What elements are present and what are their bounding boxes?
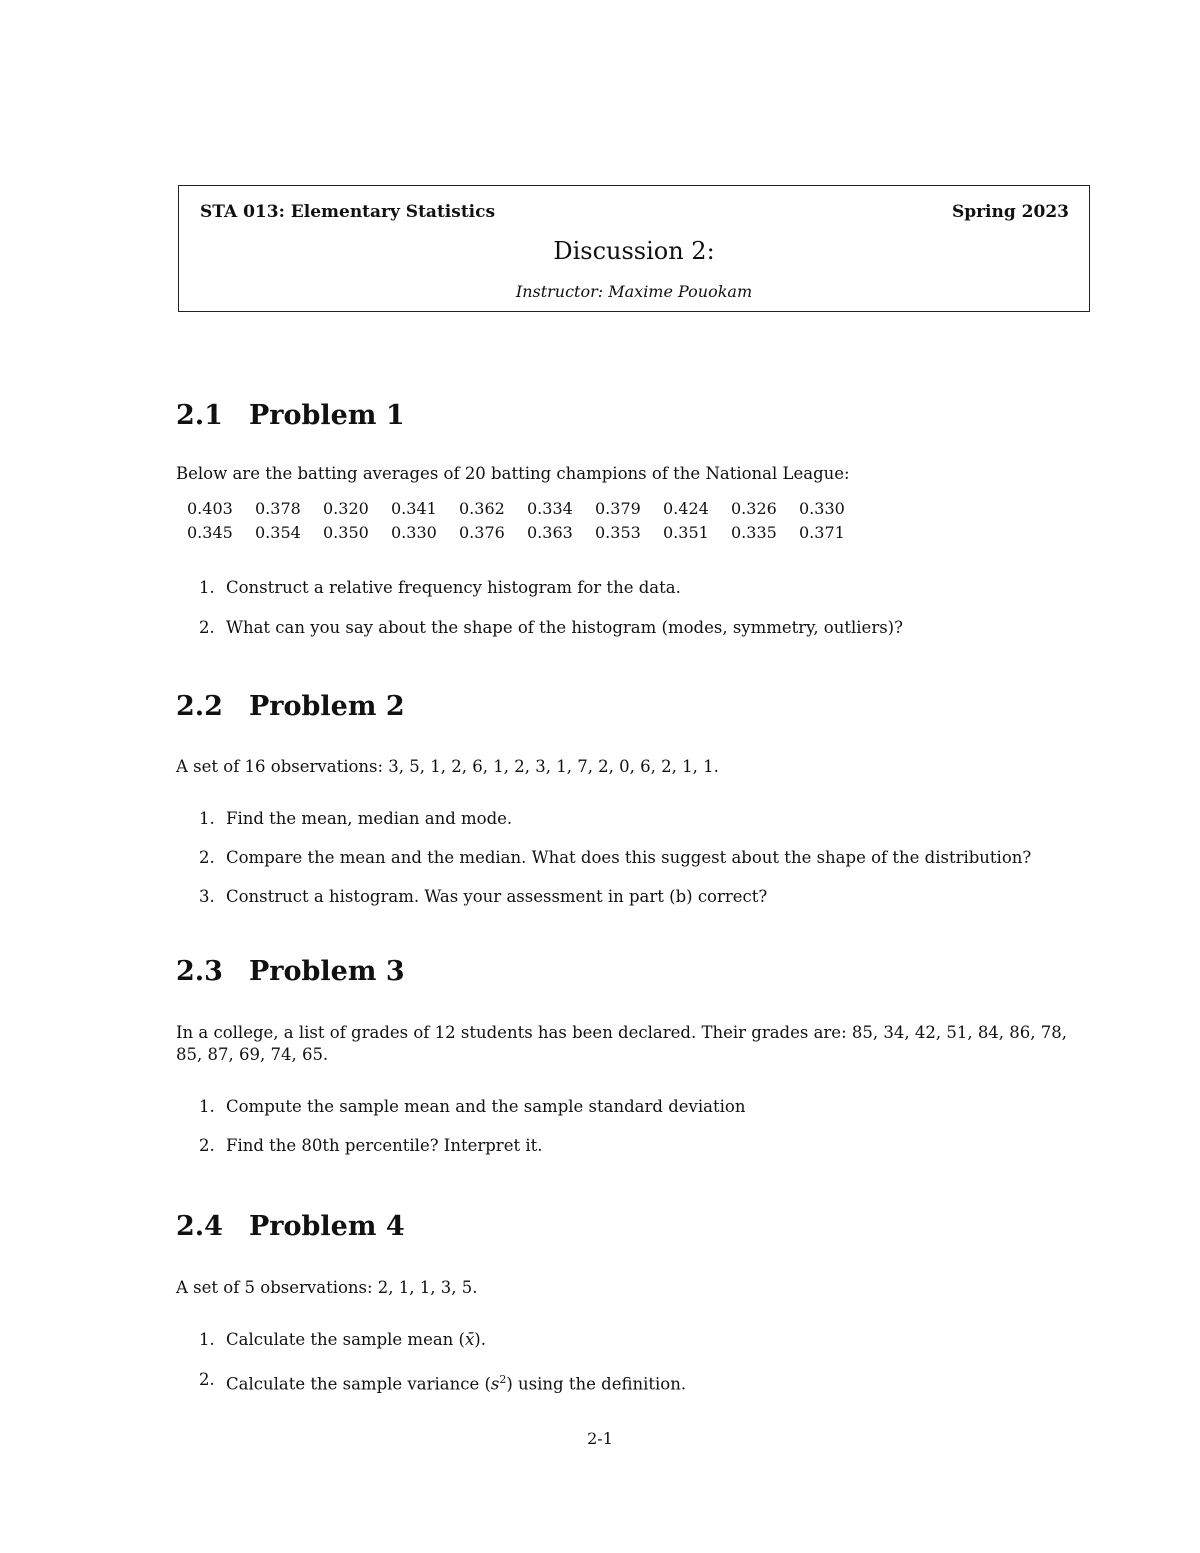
list-marker: 1. xyxy=(199,1097,215,1116)
section-title: Problem 4 xyxy=(249,1211,405,1242)
list-marker: 2. xyxy=(199,1370,215,1389)
table-cell: 0.345 xyxy=(187,523,233,542)
batting-averages-table xyxy=(187,497,867,545)
list-marker: 1. xyxy=(199,1330,215,1349)
header-box xyxy=(178,185,1090,312)
list-item: 3. Construct a histogram. Was your assessment in part (b) correct? xyxy=(199,887,768,906)
section-heading xyxy=(176,1210,1096,1244)
table-row xyxy=(187,497,867,521)
list-item: 2. Find the 80th percentile? Interpret it. xyxy=(199,1136,543,1155)
math-xbar: x̄ xyxy=(464,1330,475,1349)
math-s: s xyxy=(490,1374,500,1394)
table-cell: 0.341 xyxy=(391,499,437,518)
term-label: Spring 2023 xyxy=(951,202,1069,222)
section-number: 2.4 xyxy=(176,1211,223,1242)
section-number: 2.2 xyxy=(176,691,223,722)
table-cell: 0.334 xyxy=(527,499,573,518)
table-cell: 0.379 xyxy=(595,499,641,518)
section-heading xyxy=(176,399,1096,433)
question-list xyxy=(176,577,1096,639)
list-marker: 1. xyxy=(199,809,215,828)
list-item: 2. Calculate the sample variance $(s^2)$ using the definition. xyxy=(199,1370,687,1394)
course-title: STA 013: Elementary Statistics xyxy=(200,202,496,222)
table-cell: 0.335 xyxy=(731,523,777,542)
table-row xyxy=(187,521,867,545)
section-title: Problem 2 xyxy=(249,691,405,722)
section-title: Problem 3 xyxy=(249,956,405,987)
problem-intro: A set of 16 observations: 3, 5, 1, 2, 6, 1, 2, 3, 1, 7, 2, 0, 6, 2, 1, 1. xyxy=(176,757,719,776)
list-item: 1. Compute the sample mean and the sample standard deviation xyxy=(199,1097,746,1116)
list-marker: 2. xyxy=(199,618,215,637)
table-cell: 0.326 xyxy=(731,499,777,518)
question-list xyxy=(176,1096,1096,1157)
table-cell: 0.330 xyxy=(391,523,437,542)
section-title: Problem 1 xyxy=(249,400,405,431)
section-problem-2 xyxy=(176,690,1096,908)
page-number: 2-1 xyxy=(587,1429,613,1448)
list-marker: 1. xyxy=(199,578,215,597)
problem-intro-cont: 85, 87, 69, 74, 65. xyxy=(176,1045,329,1064)
problem-intro: In a college, a list of grades of 12 students has been declared. Their grades are: 85, 34, 42, 51, 84, 86, 78, xyxy=(176,1023,1068,1042)
table-cell: 0.351 xyxy=(663,523,709,542)
table-cell: 0.376 xyxy=(459,523,505,542)
list-item: 1. Construct a relative frequency histogram for the data. xyxy=(199,578,681,597)
table-cell: 0.378 xyxy=(255,499,301,518)
table-cell: 0.320 xyxy=(323,499,369,518)
section-number: 2.1 xyxy=(176,400,223,431)
math-exponent: 2 xyxy=(499,1373,507,1386)
section-number: 2.3 xyxy=(176,956,223,987)
list-item: 1. Find the mean, median and mode. xyxy=(199,809,513,828)
table-cell: 0.330 xyxy=(799,499,845,518)
section-heading xyxy=(176,690,1096,724)
section-heading xyxy=(176,955,1096,989)
table-cell: 0.353 xyxy=(595,523,641,542)
problem-intro: A set of 5 observations: 2, 1, 1, 3, 5. xyxy=(176,1278,478,1297)
problem-intro: Below are the batting averages of 20 batting champions of the National League: xyxy=(176,464,850,483)
list-item: 2. Compare the mean and the median. What does this suggest about the shape of the distribution? xyxy=(199,848,1032,867)
instructor-line: Instructor: Maxime Pouokam xyxy=(515,282,753,301)
table-cell: 0.363 xyxy=(527,523,573,542)
question-list xyxy=(176,808,1096,908)
section-problem-3 xyxy=(176,955,1096,1157)
table-cell: 0.354 xyxy=(255,523,301,542)
discussion-title: Discussion 2: xyxy=(553,237,715,265)
table-cell: 0.371 xyxy=(799,523,845,542)
list-marker: 2. xyxy=(199,848,215,867)
list-marker: 3. xyxy=(199,887,215,906)
section-problem-1 xyxy=(176,399,1096,639)
table-cell: 0.403 xyxy=(187,499,233,518)
table-cell: 0.350 xyxy=(323,523,369,542)
section-problem-4 xyxy=(176,1210,1096,1394)
question-list xyxy=(176,1329,1096,1394)
list-marker: 2. xyxy=(199,1136,215,1155)
table-cell: 0.362 xyxy=(459,499,505,518)
table-cell: 0.424 xyxy=(663,499,709,518)
list-item: 2. What can you say about the shape of the histogram (modes, symmetry, outliers)? xyxy=(199,618,903,637)
list-item: 1. Calculate the sample mean (x̄). xyxy=(199,1330,486,1349)
